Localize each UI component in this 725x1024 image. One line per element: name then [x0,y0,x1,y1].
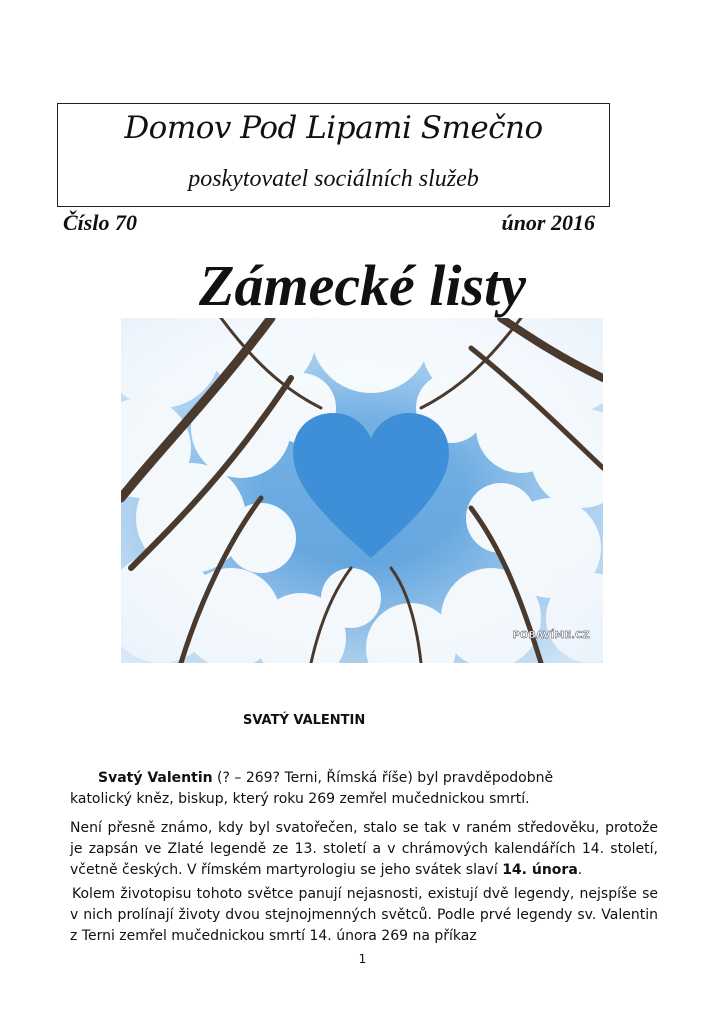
saint-name-bold: Svatý Valentin [98,770,213,786]
article-paragraph-3 [70,884,658,947]
p2-text: Není přesně známo, kdy byl svatořečen, stalo se tak v raném středověku, protože je zapsán ve Zlaté legendě ze 13. století a v chrámových kalendářích 14. století, včetně českých. V římském martyrologiu se jeho svátek slaví [70,820,658,878]
p1-line2: katolický kněz, biskup, který roku 269 zemřel mučednickou smrtí. [70,791,530,807]
organization-subtitle: poskytovatel sociálních služeb [188,166,479,192]
masthead-title: Zámecké listy [199,253,526,318]
article-title: SVATÝ VALENTIN [243,713,366,728]
issue-number: Číslo 70 [63,210,137,235]
page-number: 1 [358,952,367,966]
organization-name: Domov Pod Lipami Smečno [124,110,543,146]
feast-date-bold: 14. února [502,862,578,878]
p1-line1-rest: (? – 269? Terni, Římská říše) byl pravděpodobně [212,770,554,786]
photo-watermark: POBAVÍME.CZ [512,630,590,641]
issue-date: únor 2016 [501,210,595,235]
p2-end: . [577,862,583,878]
p3-text: Kolem životopisu tohoto světce panují nejasnosti, existují dvě legendy, nejspíše se v nich prolínají životy dvou stejnojmenných světců. Podle prvé legendy sv. Valentin z Terni zemřel mučednickou smrtí 14. února 269 na příkaz [70,886,658,944]
article-paragraph-1 [70,768,658,810]
frosted-trees-heart-photo [121,318,603,663]
article-paragraph-2 [70,818,658,881]
header-box [57,103,610,207]
